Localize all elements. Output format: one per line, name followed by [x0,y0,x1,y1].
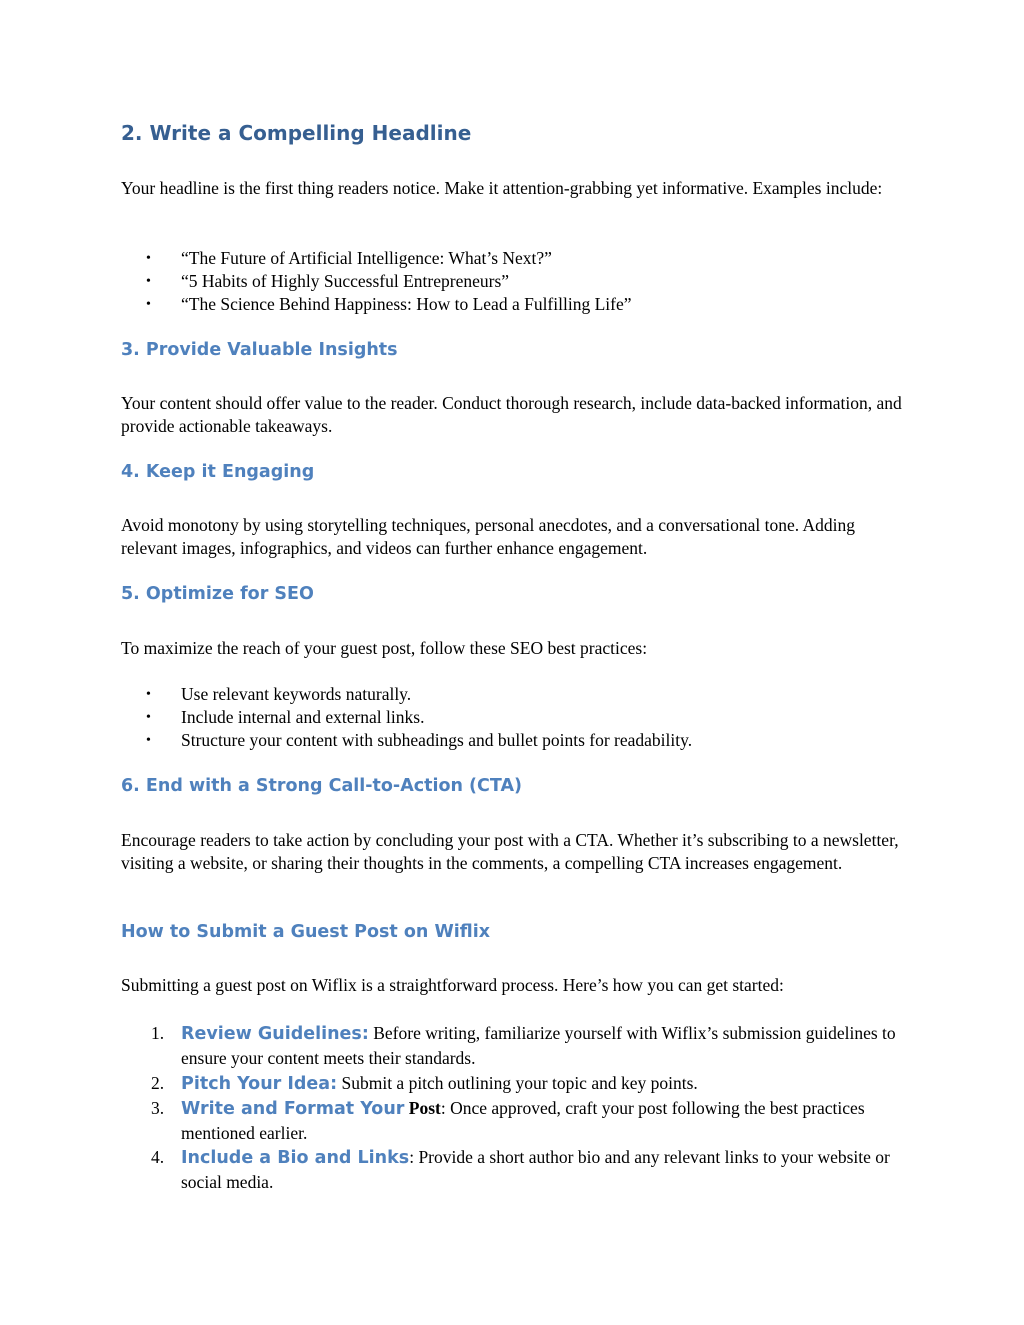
paragraph-cta: Encourage readers to take action by concluding your post with a CTA. Whether it’s subscribing to a newsletter, visiting a website, or sharing their thoughts in the comments, a compelling CTA increases engagement. [121,830,899,873]
step-lead: Pitch Your Idea: [181,1074,338,1094]
step-text: Before writing, familiarize yourself with Wiflix’s submission guidelines to ensure your content meets their standards. [181,1023,896,1068]
bullet-icon: • [146,251,151,266]
list-item-body [181,1145,901,1194]
list-number: 1. [151,1023,165,1043]
step-text: : Provide a short author bio and any relevant links to your website or social media. [181,1147,890,1192]
heading-optimize-seo: 5. Optimize for SEO [121,584,314,604]
list-item-body [181,1021,901,1070]
list-number: 4. [151,1147,165,1167]
bullet-icon: • [146,274,151,289]
paragraph-insights: Your content should offer value to the reader. Conduct thorough research, include data-backed information, and provide actionable takeaways. [121,393,902,436]
heading-keep-engaging: 4. Keep it Engaging [121,462,315,482]
list-item-text: “The Future of Artificial Intelligence: What’s Next?” [181,248,552,268]
step-lead: Include a Bio and Links [181,1148,410,1168]
bullet-icon: • [146,687,151,702]
paragraph-submit-intro: Submitting a guest post on Wiflix is a straightforward process. Here’s how you can get started: [121,975,784,995]
list-item-body [181,1071,901,1096]
list-number: 3. [151,1098,165,1118]
step-text: Submit a pitch outlining your topic and key points. [337,1073,698,1093]
step-bold: Post [404,1098,441,1118]
heading-end-with-cta: 6. End with a Strong Call-to-Action (CTA) [121,776,523,796]
list-item-body [181,1096,901,1145]
bullet-icon: • [146,297,151,312]
heading-how-to-submit: How to Submit a Guest Post on Wiflix [121,922,491,942]
list-item-text: Use relevant keywords naturally. [181,684,412,704]
bullet-icon: • [146,733,151,748]
step-lead: Write and Format Your [181,1099,405,1119]
bullet-icon: • [146,710,151,725]
list-item-text: “5 Habits of Highly Successful Entrepreneurs” [181,271,510,291]
paragraph-headline-intro: Your headline is the first thing readers notice. Make it attention-grabbing yet informative. Examples include: [121,178,883,198]
step-lead: Review Guidelines: [181,1024,369,1044]
heading-write-compelling-headline: 2. Write a Compelling Headline [121,121,472,145]
list-item-text: Structure your content with subheadings and bullet points for readability. [181,730,693,750]
list-item-text: “The Science Behind Happiness: How to Lead a Fulfilling Life” [181,294,632,314]
paragraph-engaging: Avoid monotony by using storytelling techniques, personal anecdotes, and a conversational tone. Adding relevant images, infographics, and videos can further enhance engagement. [121,515,856,558]
heading-provide-valuable-insights: 3. Provide Valuable Insights [121,340,398,360]
paragraph-seo: To maximize the reach of your guest post, follow these SEO best practices: [121,638,648,658]
list-item-text: Include internal and external links. [181,707,425,727]
step-text: : Once approved, craft your post following the best practices mentioned earlier. [181,1098,865,1143]
list-number: 2. [151,1073,165,1093]
